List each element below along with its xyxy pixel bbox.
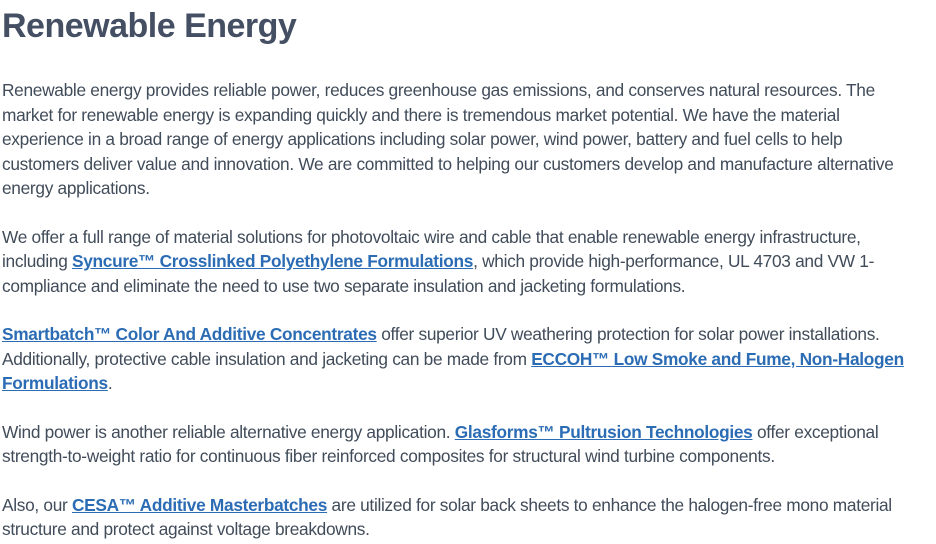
link-smartbatch-concentrates[interactable]: Smartbatch™ Color And Additive Concentrates (2, 324, 377, 344)
page-title: Renewable Energy (2, 7, 297, 45)
solar-text-middle: offer superior UV weathering protection for solar power installations. Additionally, protective cable insulation and jacketing can be made from (2, 324, 880, 369)
paragraph-wind (2, 420, 914, 469)
wind-text-before: Wind power is another reliable alternative energy application. (2, 421, 455, 442)
paragraph-intro (2, 78, 914, 201)
photovoltaic-text-after: , which provide high-performance, UL 4703 and VW 1-compliance and eliminate the need to use two separate insulation and jacketing formulations. (2, 251, 875, 296)
link-cesa-masterbatches[interactable]: CESA™ Additive Masterbatches (72, 494, 328, 515)
link-syncure-crosslinked-polyethylene[interactable]: Syncure™ Crosslinked Polyethylene Formulations (72, 251, 474, 271)
intro-text: Renewable energy provides reliable power, reduces greenhouse gas emissions, and conserves natural resources. The market for renewable energy is expanding quickly and there is tremendous market potential. We have the material experience in a broad range of energy applications including solar power, wind power, battery and fuel cells to help customers deliver value and innovation. We are committed to helping our customers develop and manufacture alternative energy applications. (2, 80, 894, 198)
link-eccoh-formulations[interactable]: ECCOH™ Low Smoke and Fume, Non-Halogen Formulations (2, 348, 904, 393)
photovoltaic-text-before: We offer a full range of material solutions for photovoltaic wire and cable that enable renewable energy infrastructure, including (2, 226, 861, 271)
paragraph-backsheets (2, 493, 914, 542)
paragraph-solar (2, 322, 914, 396)
solar-text-end: . (107, 373, 113, 393)
backsheets-text-after: are utilized for solar back sheets to enhance the halogen-free mono material structure and protect against voltage breakdowns. (2, 494, 892, 539)
wind-text-after: offer exceptional strength-to-weight ratio for continuous fiber reinforced composites for structural wind turbine components. (2, 421, 879, 466)
backsheets-text-before: Also, our (2, 494, 72, 515)
paragraph-photovoltaic (2, 225, 914, 299)
link-glasforms-pultrusion[interactable]: Glasforms™ Pultrusion Technologies (454, 421, 753, 442)
